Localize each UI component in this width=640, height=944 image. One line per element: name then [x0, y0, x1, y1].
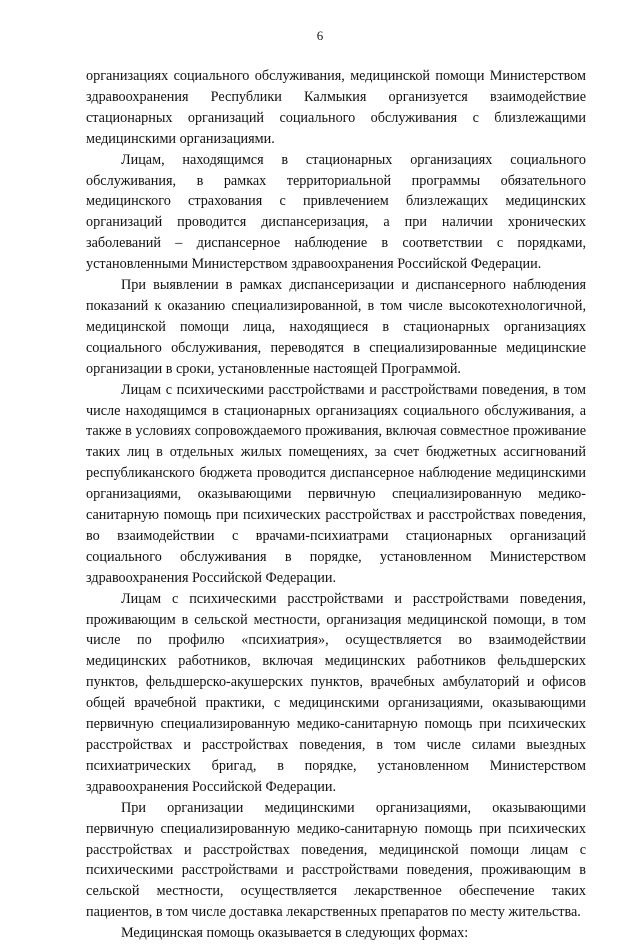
page-number: 6: [316, 28, 324, 43]
paragraph-7: Медицинская помощь оказывается в следующих формах:: [121, 925, 469, 942]
paragraph-4: Лицам с психическими расстройствами и расстройствами поведения, в том числе находящимся в стационарных организациях социального обслуживания, а также в условиях сопровождаемого проживания, включая совместное проживание таких лиц в отдельных жилых помещениях, за счет бюджетных ассигнований республиканского бюджета проводится диспансерное наблюдение медицинскими организациями, оказывающими первичную специализированную медико-санитарную помощь при психических расстройствах и расстройствах поведения, во взаимодействии с врачами-психиатрами стационарных организаций социального обслуживания в порядке, установленном Министерством здравоохранения Российской Федерации.: [86, 381, 586, 586]
paragraph-6: При организации медицинскими организациями, оказывающими первичную специализированную медико-санитарную помощь при психических расстройствах и расстройствах поведения, медицинской помощи лицам с психическими расстройствами и расстройствами поведения, проживающим в сельской местности, осуществляется лекарственное обеспечение таких пациентов, в том числе доставка лекарственных препаратов по месту жительства.: [86, 799, 586, 921]
paragraph-5: Лицам с психическими расстройствами и расстройствами поведения, проживающим в сельской местности, организация медицинской помощи, в том числе по профилю «психиатрия», осуществляется во взаимодействии медицинских работников, включая медицинских работников фельдшерских пунктов, фельдшерско-акушерских пунктов, врачебных амбулаторий и офисов общей врачебной практики, с медицинскими организациями, оказывающими первичную специализированную медико-санитарную помощь при психических расстройствах и расстройствах поведения, в том числе силами выездных психиатрических бригад, в порядке, установленном Министерством здравоохранения Российской Федерации.: [86, 590, 586, 795]
paragraph-3: При выявлении в рамках диспансеризации и диспансерного наблюдения показаний к оказанию специализированной, в том числе высокотехнологичной, медицинской помощи лица, находящиеся в стационарных организациях социального обслуживания, переводятся в специализированные медицинские организации в сроки, установленные настоящей Программой.: [86, 277, 586, 377]
document-body: [86, 66, 586, 944]
paragraph-1: организациях социального обслуживания, медицинской помощи Министерством здравоохранения Республики Калмыкия организуется взаимодействие стационарных организаций социального обслуживания с близлежащими медицинскими организациями.: [86, 68, 586, 147]
paragraph-2: Лицам, находящимся в стационарных организациях социального обслуживания, в рамках территориальной программы обязательного медицинского страхования с привлечением близлежащих медицинских организаций проводится диспансеризация, а при наличии хронических заболеваний – диспансерное наблюдение в соответствии с порядками, установленными Министерством здравоохранения Российской Федерации.: [86, 151, 586, 273]
